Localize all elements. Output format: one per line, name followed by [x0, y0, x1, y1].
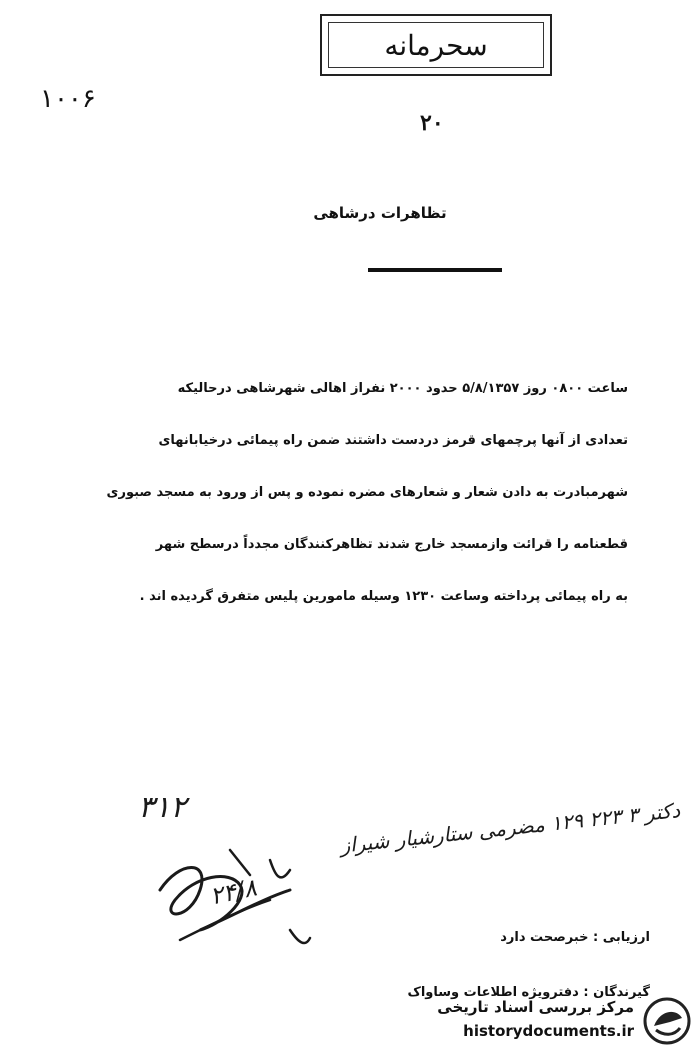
stamp-label: سحرمانه [384, 28, 488, 62]
body-line: ساعت ۰۸۰۰ روز ۵/۸/۱۳۵۷ حدود ۲۰۰۰ نفراز اهالی شهرشاهی درحالیکه [177, 381, 628, 396]
handwritten-note: دکتر ۳ ۲۲۳ ۱۲۹ مضرمی ستارشیار شیراز [339, 798, 682, 858]
archive-watermark [400, 996, 692, 1048]
classification-stamp [320, 14, 552, 76]
assessment-line: ارزیابی : خبرصحت دارد [500, 930, 650, 945]
handwritten-date: ۲۴/۸ [207, 873, 260, 911]
body-line: به راه پیمائی پرداخته وساعت ۱۲۳۰ وسیله مامورین پلیس متفرق گردیده اند . [139, 589, 628, 604]
history-documents-logo-icon [642, 996, 692, 1046]
watermark-org-name: مرکز بررسی اسناد تاریخی [437, 998, 634, 1016]
recipients-line: گیرندگان : دفترویژه اطلاعات وساواک [407, 985, 650, 1000]
watermark-site: historydocuments.ir [463, 1022, 634, 1040]
document-title: تظاهرات درشاهی [313, 204, 447, 222]
handwritten-number: ۳۱۲ [138, 790, 187, 825]
page-number: ۲۰ [420, 110, 444, 136]
body-line: قطعنامه را قرائت وازمسجد خارج شدند تظاهرکنندگان مجدداً درسطح شهر [155, 537, 628, 552]
title-underline [368, 268, 502, 272]
document-code: ۱۰۰۶ [40, 84, 96, 114]
body-line: تعدادی از آنها پرچمهای قرمز دردست داشتند ضمن راه پیمائی درخیابانهای [158, 433, 628, 448]
report-body [66, 363, 628, 623]
body-line: شهرمبادرت به دادن شعار و شعارهای مضره نموده و پس از ورود به مسجد صبوری [106, 485, 628, 500]
